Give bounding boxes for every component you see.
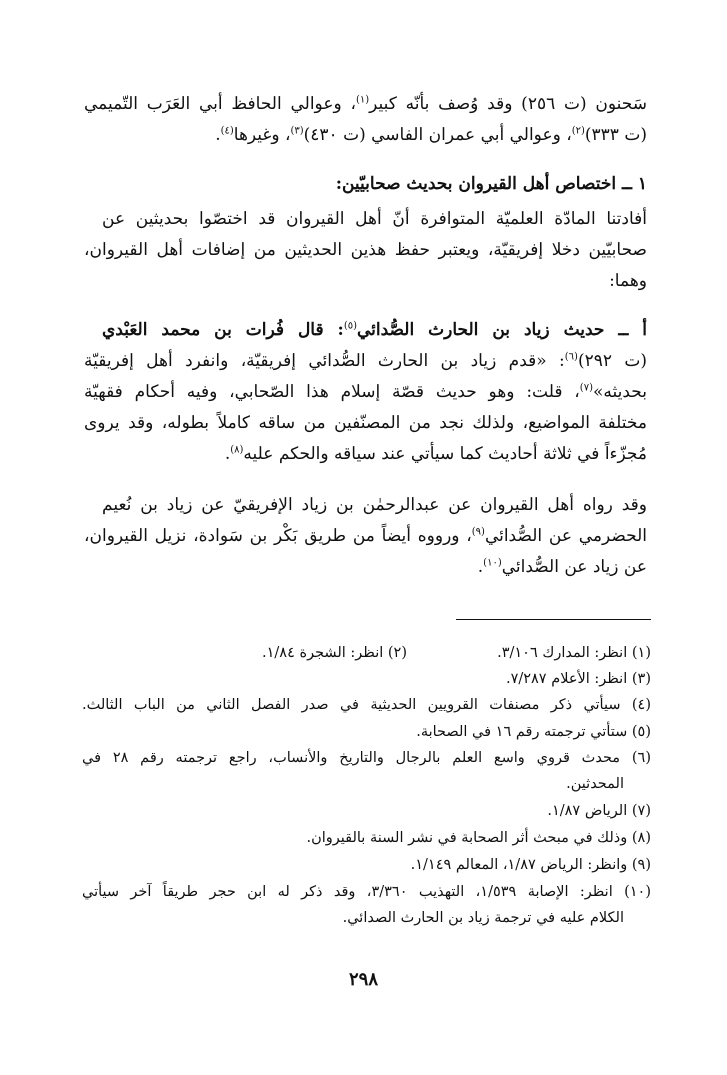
- footnote-ref: (٧): [579, 382, 593, 394]
- footnote-9: (٩) وانظر: الرياض ١/٨٧، المعالم ١/١٤٩.: [410, 857, 651, 873]
- footnote-ref: (٥): [343, 320, 357, 332]
- body-line-2: [84, 121, 647, 149]
- footnote-7: (٧) الرياض ١/٨٧.: [547, 803, 651, 819]
- footnote-2: (٢) انظر: الشجرة ١/٨٤.: [262, 645, 407, 661]
- footnote-separator: [456, 619, 651, 620]
- footnote-8: (٨) وذلك في مبحث أثر الصحابة في نشر السنة بالقيروان.: [306, 830, 651, 846]
- text-span: .: [477, 557, 484, 577]
- paragraph-line: وهما:: [609, 271, 647, 291]
- text-span: بحديثه»: [592, 382, 647, 402]
- text-span: .: [215, 125, 221, 145]
- text-span: ، وعوالي الحافظ أبي العَرَب التّميمي: [84, 94, 356, 114]
- text-span: الحضرمي عن الصُّدائي: [484, 526, 647, 546]
- footnote-3: (٣) انظر: الأعلام ٧/٢٨٧.: [505, 671, 651, 687]
- paragraph-line: [84, 347, 647, 375]
- footnote-ref: (١٠): [483, 557, 502, 569]
- text-span: ، وغيرها: [233, 125, 291, 145]
- text-span: ، ورووه أيضاً من طريق بَكْر بن سَوادة، نزيل القيروان،: [84, 526, 472, 546]
- paragraph-line: أفادتنا المادّة العلميّة المتوافرة أنّ أهل القيروان قد اختصّوا بحديثين عن: [102, 209, 647, 229]
- footnote-10: (١٠) انظر: الإصابة ١/٥٣٩، التهذيب ٣/٣٦٠، وقد ذكر له ابن حجر طريقاً آخر سيأتي: [82, 884, 651, 900]
- footnote-ref: (٤): [220, 125, 234, 137]
- page-number: ٢٩٨: [348, 969, 378, 990]
- text-span: عن زياد عن الصُّدائي: [501, 557, 647, 577]
- paragraph-line: وقد رواه أهل القيروان عن عبدالرحمٰن بن زياد الإفريقيّ عن زياد بن نُعيم: [102, 495, 647, 515]
- footnote-row: [82, 641, 651, 665]
- section-heading: ١ ــ اختصاص أهل القيروان بحديث صحابيّين:: [335, 174, 647, 194]
- paragraph-line: مختلفة المواضيع، ولذلك نجد من المصنّفين من ساقه كاملاً بطوله، وقد يروى: [84, 413, 647, 433]
- footnote-ref: (٢): [571, 125, 585, 137]
- paragraph-line: [84, 553, 647, 581]
- footnote-ref: (٣): [290, 125, 304, 137]
- footnote-5: (٥) ستأتي ترجمته رقم ١٦ في الصحابة.: [416, 724, 651, 740]
- paragraph-line: [84, 440, 647, 468]
- footnote-10-continued: الكلام عليه في ترجمة زياد بن الحارث الصدائي.: [342, 910, 624, 926]
- paragraph-line: [84, 522, 647, 550]
- footnote-6: (٦) محدث قروي واسع العلم بالرجال والتاريخ والأنساب، راجع ترجمته رقم ٢٨ في: [82, 750, 651, 766]
- body-line-1: [84, 90, 647, 118]
- text-span: مُجزّءاً في ثلاثة أحاديث كما سيأتي عند سياقه والحكم عليه: [243, 444, 647, 464]
- subheading-text: أ ــ حديث زياد بن الحارث الصُّدائي: [357, 320, 647, 340]
- text-span: : قال فُرات بن محمد العَبْدي: [102, 320, 344, 340]
- paragraph-line: [84, 378, 647, 406]
- paragraph-line: صحابيّين دخلا إفريقيّة، ويعتبر حفظ هذين الحديثين من إضافات أهل القيروان،: [84, 240, 647, 260]
- text-span: سَحنون (ت ٢٥٦) وقد وُصف بأنّه كبير: [369, 94, 647, 114]
- footnote-4: (٤) سيأتي ذكر مصنفات القرويين الحديثية في صدر الفصل الثاني من الباب الثالث.: [82, 697, 651, 713]
- footnote-ref: (٦): [564, 351, 578, 363]
- text-span: : «قدم زياد بن الحارث الصُّدائي إفريقيّة، وانفرد أهل إفريقيّة: [84, 351, 565, 371]
- text-span: (ت ٣٣٣): [584, 125, 647, 145]
- text-span: (ت ٢٩٢): [577, 351, 647, 371]
- footnote-1: (١) انظر: المدارك ٣/١٠٦.: [497, 645, 651, 661]
- text-span: ، وعوالي أبي عمران الفاسي (ت ٤٣٠): [303, 125, 572, 145]
- text-span: ، قلت: وهو حديث قصّة إسلام هذا الصّحابي، وفيه أحكام فقهيّة: [84, 382, 580, 402]
- footnote-ref: (١): [355, 94, 370, 106]
- footnote-ref: (٨): [230, 444, 244, 456]
- footnote-ref: (٩): [471, 526, 485, 538]
- footnote-6-continued: المحدثين.: [566, 776, 624, 792]
- paragraph-line: [102, 316, 647, 344]
- text-span: .: [224, 444, 231, 464]
